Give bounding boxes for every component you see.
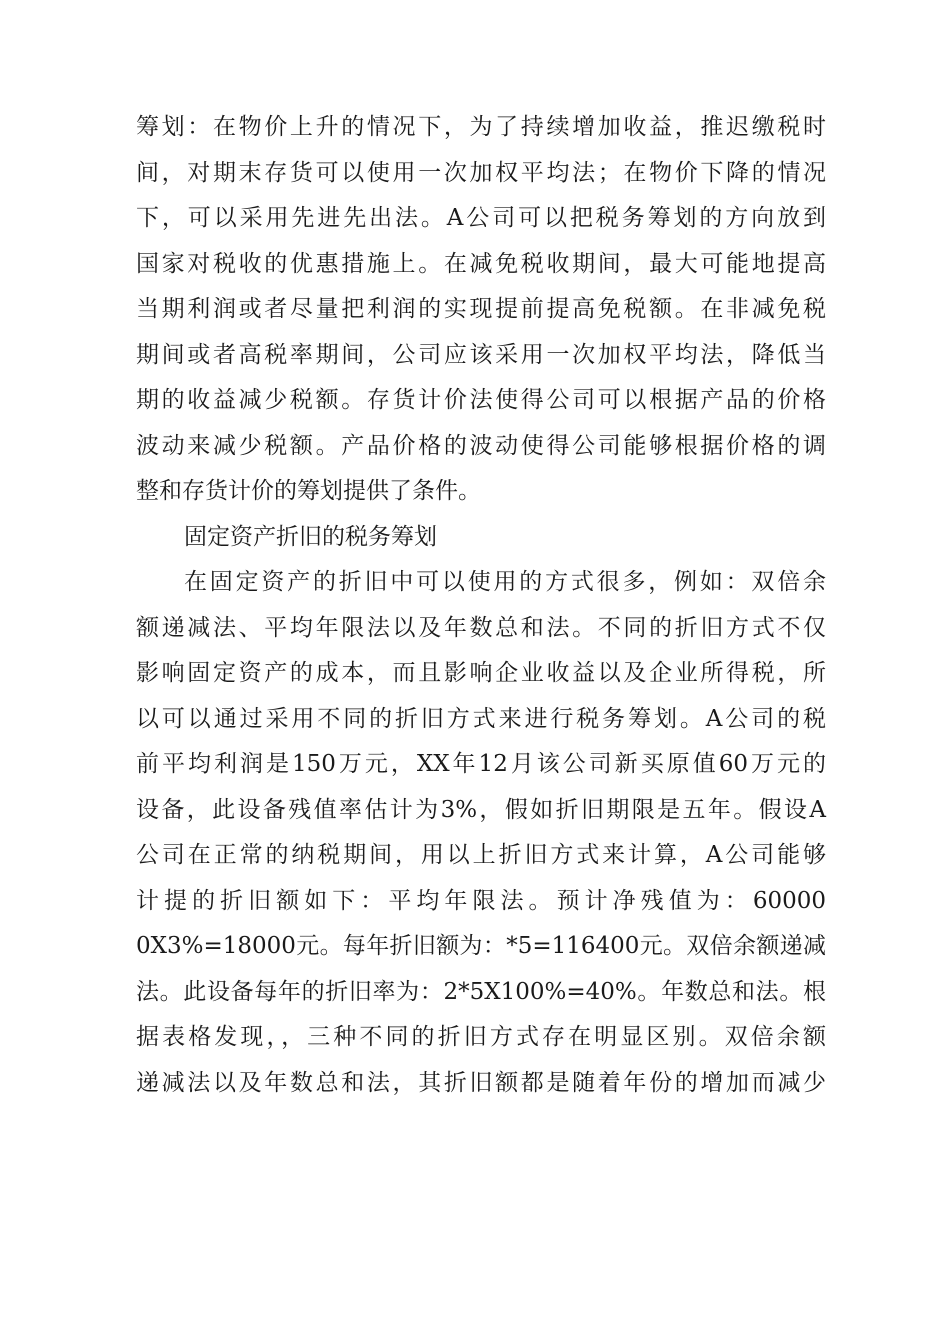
text-line: 国家对税收的优惠措施上。在减免税收期间，最大可能地提高 bbox=[136, 250, 826, 277]
body-text bbox=[136, 105, 826, 1106]
text-line: 影响固定资产的成本，而且影响企业收益以及企业所得税，所 bbox=[136, 660, 826, 686]
text-line: 0X3%=18000元。每年折旧额为：*5=116400元。双倍余额递减 bbox=[136, 933, 826, 959]
text-line: 设备，此设备残值率估计为3%，假如折旧期限是五年。假设A bbox=[136, 796, 826, 823]
text-line: 据表格发现，，三种不同的折旧方式存在明显区别。双倍余额 bbox=[136, 1024, 826, 1050]
text-line: 法。此设备每年的折旧率为：2*5X100%=40%。年数总和法。根 bbox=[136, 978, 826, 1005]
text-line: 筹划：在物价上升的情况下，为了持续增加收益，推迟缴税时 bbox=[136, 114, 826, 140]
text-line: 间，对期末存货可以使用一次加权平均法；在物价下降的情况 bbox=[136, 159, 826, 186]
text-line: 期的收益减少税额。存货计价法使得公司可以根据产品的价格 bbox=[136, 387, 826, 413]
text-line: 以可以通过采用不同的折旧方式来进行税务筹划。A公司的税 bbox=[136, 705, 826, 732]
text-line: 波动来减少税额。产品价格的波动使得公司能够根据价格的调 bbox=[136, 432, 826, 459]
text-line: 公司在正常的纳税期间，用以上折旧方式来计算，A公司能够 bbox=[136, 842, 826, 868]
text-line: 在固定资产的折旧中可以使用的方式很多，例如：双倍余 bbox=[184, 569, 826, 595]
text-line: 整和存货计价的筹划提供了条件。 bbox=[136, 478, 481, 504]
text-line: 期间或者高税率期间，公司应该采用一次加权平均法，降低当 bbox=[136, 341, 826, 368]
text-line: 递减法以及年数总和法，其折旧额都是随着年份的增加而减少 bbox=[136, 1069, 826, 1096]
text-line: 计提的折旧额如下：平均年限法。预计净残值为：60000 bbox=[136, 887, 826, 914]
text-line: 下，可以采用先进先出法。A公司可以把税务筹划的方向放到 bbox=[136, 205, 826, 231]
text-line: 前平均利润是150万元，XX年12月该公司新买原值60万元的 bbox=[136, 751, 826, 777]
text-line: 额递减法、平均年限法以及年数总和法。不同的折旧方式不仅 bbox=[136, 614, 826, 641]
section-heading: 固定资产折旧的税务筹划 bbox=[184, 523, 437, 550]
text-line: 当期利润或者尽量把利润的实现提前提高免税额。在非减免税 bbox=[136, 296, 826, 322]
